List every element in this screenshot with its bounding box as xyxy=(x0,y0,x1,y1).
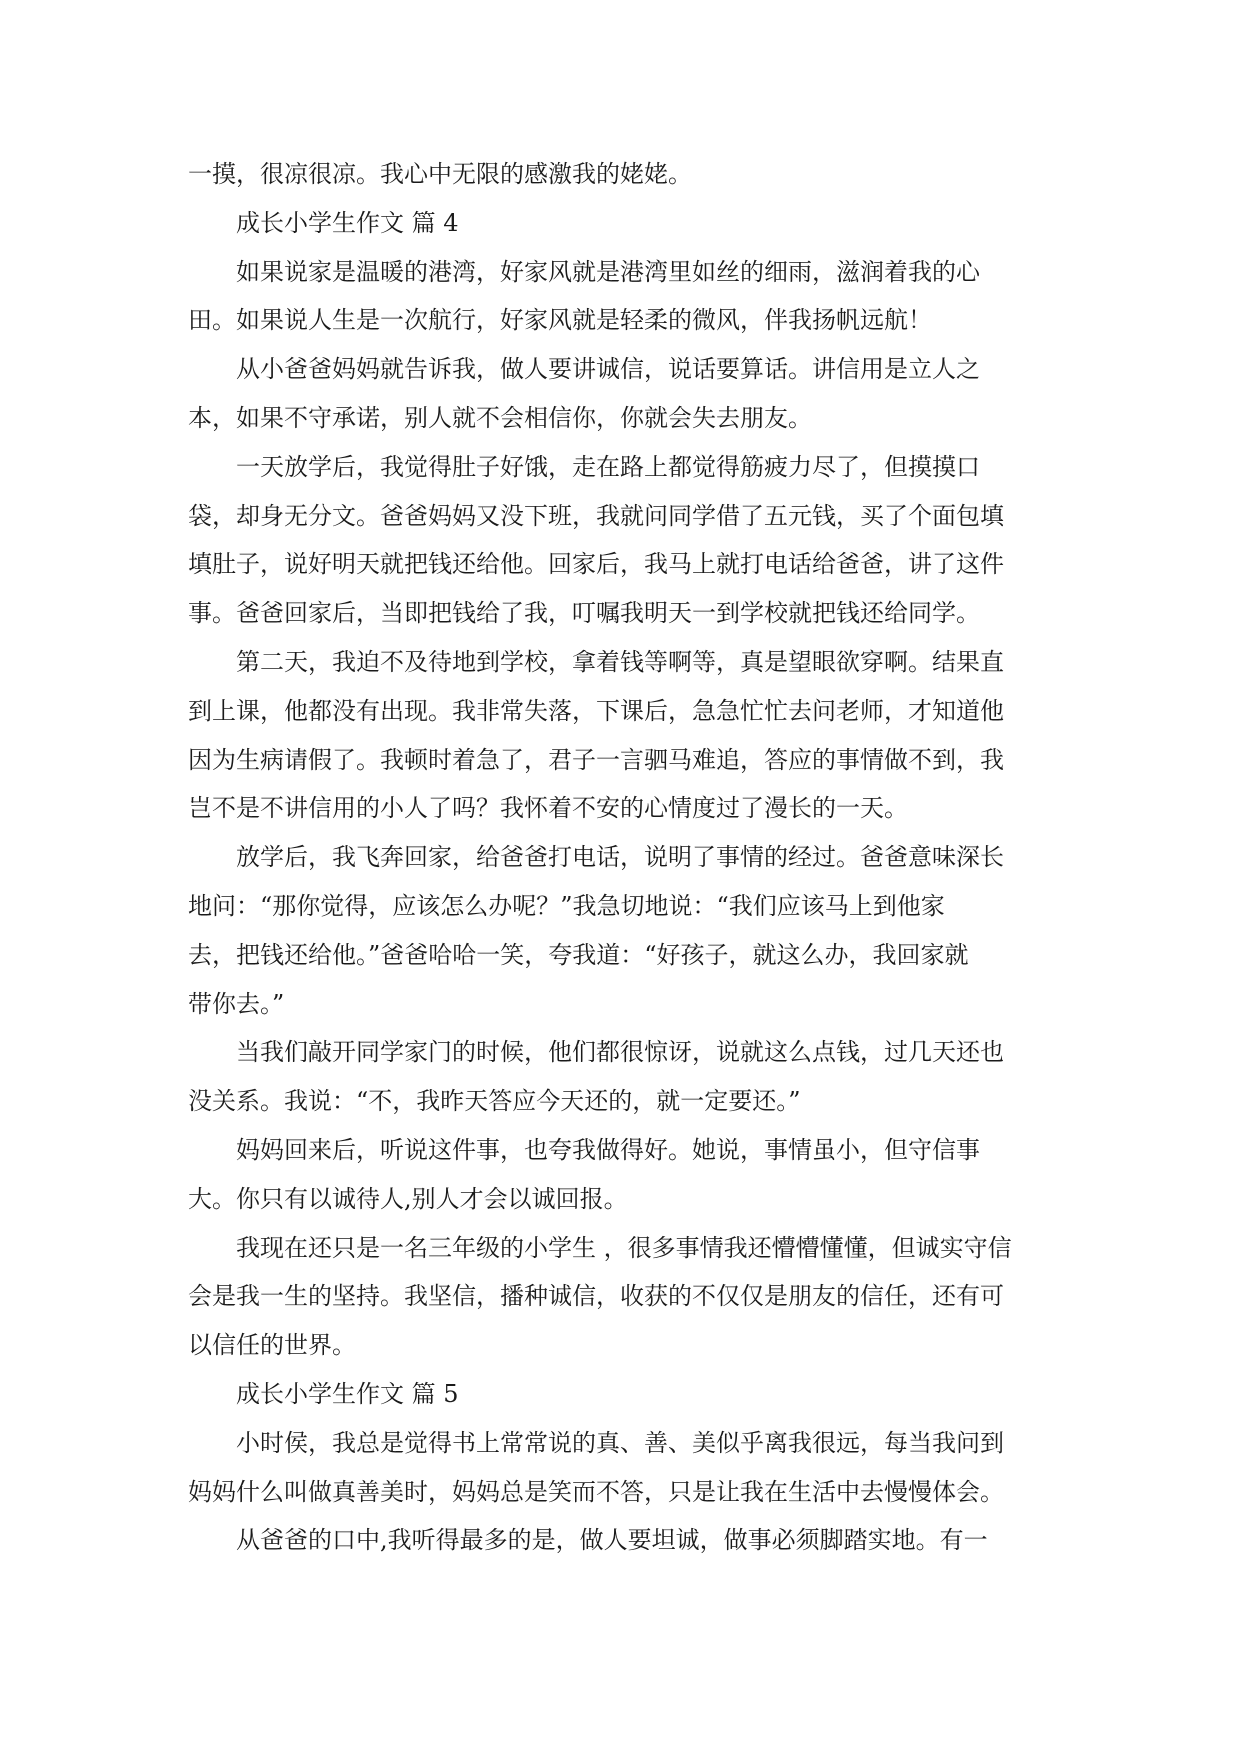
text-line: 去，把钱还给他。”爸爸哈哈一笑，夸我道：“好孩子，就这么办，我回家就 xyxy=(188,940,969,969)
text-line: 岂不是不讲信用的小人了吗？我怀着不安的心情度过了漫长的一天。 xyxy=(188,794,908,823)
text-line: 放学后，我飞奔回家，给爸爸打电话，说明了事情的经过。爸爸意味深长 xyxy=(236,843,1004,872)
text-line: 小时侯，我总是觉得书上常常说的真、善、美似乎离我很远，每当我问到 xyxy=(236,1428,1004,1457)
text-line: 如果说家是温暖的港湾，好家风就是港湾里如丝的细雨，滋润着我的心 xyxy=(236,257,980,286)
text-line: 妈妈回来后，听说这件事，也夸我做得好。她说，事情虽小，但守信事 xyxy=(236,1135,980,1164)
section-heading: 成长小学生作文 篇 5 xyxy=(236,1379,459,1408)
text-line: 从爸爸的口中,我听得最多的是，做人要坦诚，做事必须脚踏实地。有一 xyxy=(236,1526,988,1555)
text-line: 袋，却身无分文。爸爸妈妈又没下班，我就问同学借了五元钱，买了个面包填 xyxy=(188,501,1004,530)
text-line: 带你去。” xyxy=(188,989,285,1018)
text-line: 妈妈什么叫做真善美时，妈妈总是笑而不答，只是让我在生活中去慢慢体会。 xyxy=(188,1477,1004,1506)
text-line: 我现在还只是一名三年级的小学生 ，很多事情我还懵懵懂懂，但诚实守信 xyxy=(236,1233,1012,1262)
text-line: 当我们敲开同学家门的时候，他们都很惊讶，说就这么点钱，过几天还也 xyxy=(236,1038,1004,1067)
document-body xyxy=(188,150,1048,1565)
text-line: 一摸，很凉很凉。我心中无限的感激我的姥姥。 xyxy=(188,160,692,188)
text-line: 会是我一生的坚持。我坚信，播种诚信，收获的不仅仅是朋友的信任，还有可 xyxy=(188,1282,1004,1311)
text-line: 因为生病请假了。我顿时着急了，君子一言驷马难追，答应的事情做不到，我 xyxy=(188,745,1004,774)
text-line: 到上课，他都没有出现。我非常失落，下课后，急急忙忙去问老师，才知道他 xyxy=(188,696,1004,725)
text-line: 田。如果说人生是一次航行，好家风就是轻柔的微风，伴我扬帆远航！ xyxy=(188,306,932,335)
text-line: 地问：“那你觉得，应该怎么办呢？”我急切地说：“我们应该马上到他家 xyxy=(188,891,945,920)
text-line: 大。你只有以诚待人,别人才会以诚回报。 xyxy=(188,1184,628,1213)
text-line: 没关系。我说：“不，我昨天答应今天还的，就一定要还。” xyxy=(188,1087,801,1116)
text-line: 从小爸爸妈妈就告诉我，做人要讲诚信，说话要算话。讲信用是立人之 xyxy=(236,355,980,384)
text-line: 填肚子，说好明天就把钱还给他。回家后，我马上就打电话给爸爸，讲了这件 xyxy=(188,550,1004,579)
text-line: 本，如果不守承诺，别人就不会相信你，你就会失去朋友。 xyxy=(188,403,812,432)
text-line: 以信任的世界。 xyxy=(188,1331,356,1360)
text-line: 一天放学后，我觉得肚子好饿，走在路上都觉得筋疲力尽了，但摸摸口 xyxy=(236,452,980,481)
text-line: 第二天，我迫不及待地到学校，拿着钱等啊等，真是望眼欲穿啊。结果直 xyxy=(236,647,1004,676)
section-heading: 成长小学生作文 篇 4 xyxy=(236,208,459,237)
text-line: 事。爸爸回家后，当即把钱给了我，叮嘱我明天一到学校就把钱还给同学。 xyxy=(188,599,980,628)
